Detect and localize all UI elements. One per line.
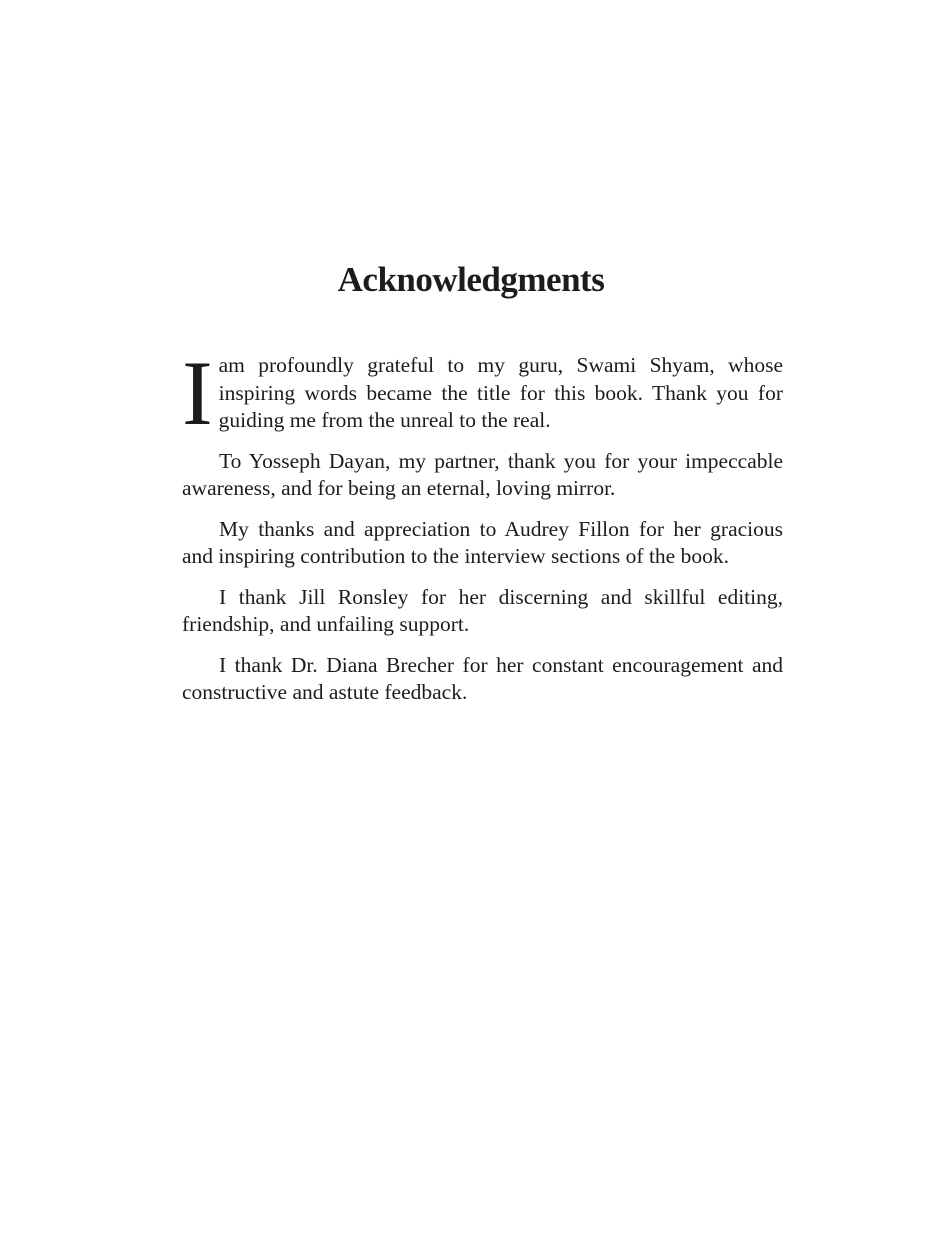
paragraph-editor: I thank Jill Ronsley for her discerning and skillful editing, friendship, and unfailing support. bbox=[182, 584, 783, 636]
paragraph-partner: To Yosseph Dayan, my partner, thank you for your impeccable awareness, and for being an eternal, loving mirror. bbox=[182, 448, 783, 500]
paragraph-feedback: I thank Dr. Diana Brecher for her constant encouragement and constructive and astute feedback. bbox=[182, 652, 783, 704]
paragraph-guru bbox=[182, 342, 783, 444]
acknowledgments-body bbox=[182, 342, 783, 720]
page-title: Acknowledgments bbox=[337, 260, 605, 299]
paragraph-interviews: My thanks and appreciation to Audrey Fillon for her gracious and inspiring contribution to the interview sections of the book. bbox=[182, 516, 783, 568]
drop-cap: I bbox=[182, 342, 213, 444]
paragraph-text: am profoundly grateful to my guru, Swami Shyam, whose inspiring words became the title for this book. Thank you for guiding me from the unreal to the real. bbox=[218, 353, 783, 432]
